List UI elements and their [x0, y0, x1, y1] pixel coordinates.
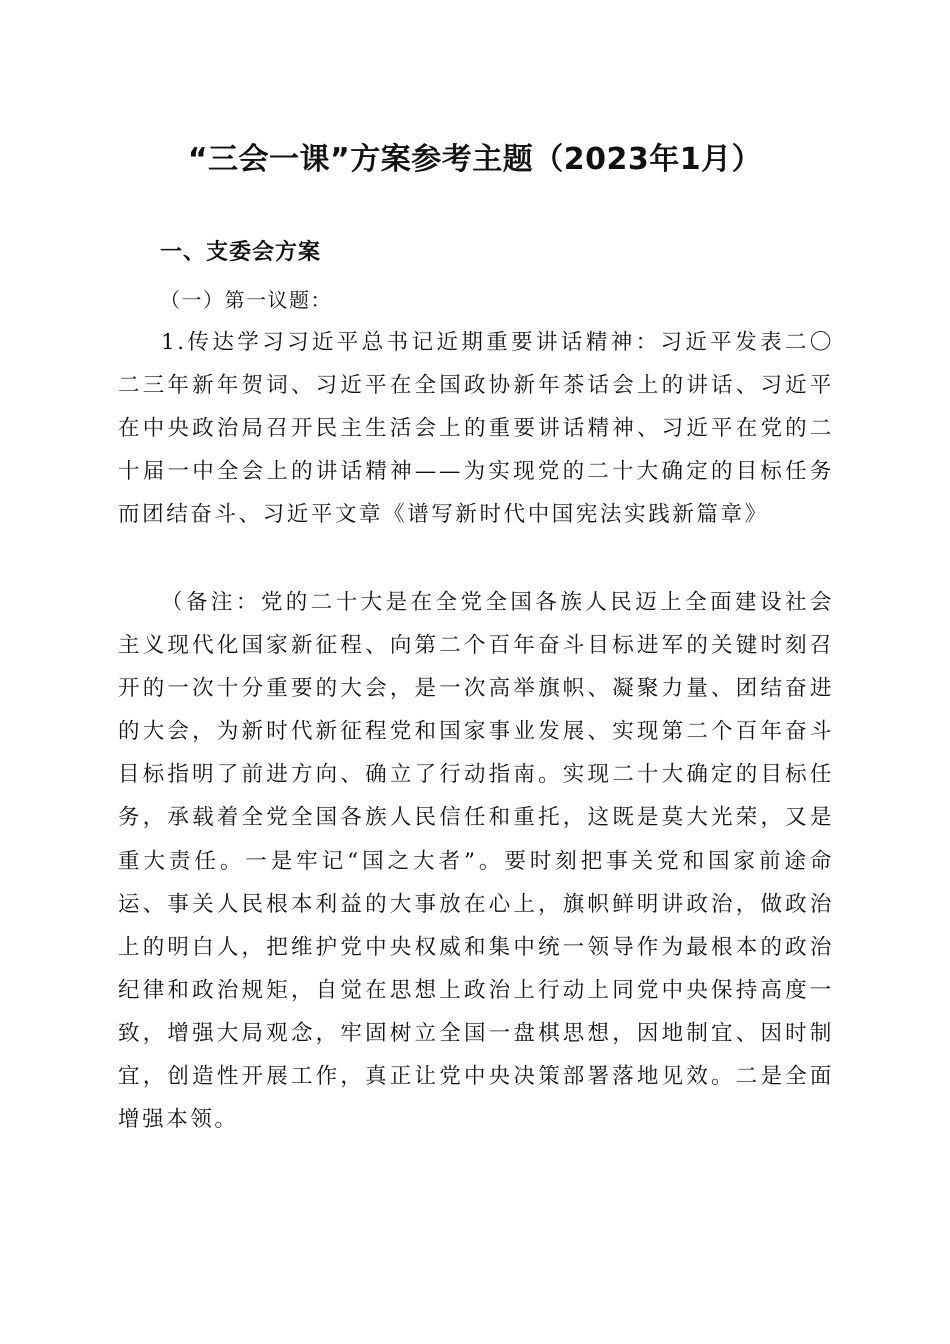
paragraph-speech-topics: 1.传达学习习近平总书记近期重要讲话精神：习近平发表二〇二三年新年贺词、习近平在全国政协新年茶话会上的讲话、习近平在中央政治局召开民主生活会上的重要讲话精神、习近平在党的二十届一中全会上的讲话精神——为实现党的二十大确定的目标任务而团结奋斗、习近平文章《谱写新时代中国宪法实践新篇章》: [118, 330, 834, 528]
document-title: “三会一课”方案参考主题（2023年1月）: [187, 142, 763, 177]
paragraph-remarks: （备注：党的二十大是在全党全国各族人民迈上全面建设社会主义现代化国家新征程、向第二个百年奋斗目标进军的关键时刻召开的一次十分重要的大会，是一次高举旗帜、凝聚力量、团结奋进的大会，为新时代新征程党和国家事业发展、实现第二个百年奋斗目标指明了前进方向、确立了行动指南。实现二十大确定的目标任务，承载着全党全国各族人民信任和重托，这既是莫大光荣，又是重大责任。一是牢记“国之大者”。要时刻把事关党和国家前途命运、事关人民根本利益的大事放在心上，旗帜鲜明讲政治，做政治上的明白人，把维护党中央权威和集中统一领导作为最根本的政治纪律和政治规矩，自觉在思想上政治上行动上同党中央保持高度一致，增强大局观念，牢固树立全国一盘棋思想，因地制宜、因时制宜，创造性开展工作，真正让党中央决策部署落地见效。二是全面增强本领。: [118, 590, 834, 1133]
subsection-heading: （一）第一议题：: [160, 288, 332, 312]
section-heading: 一、支委会方案: [160, 240, 322, 265]
